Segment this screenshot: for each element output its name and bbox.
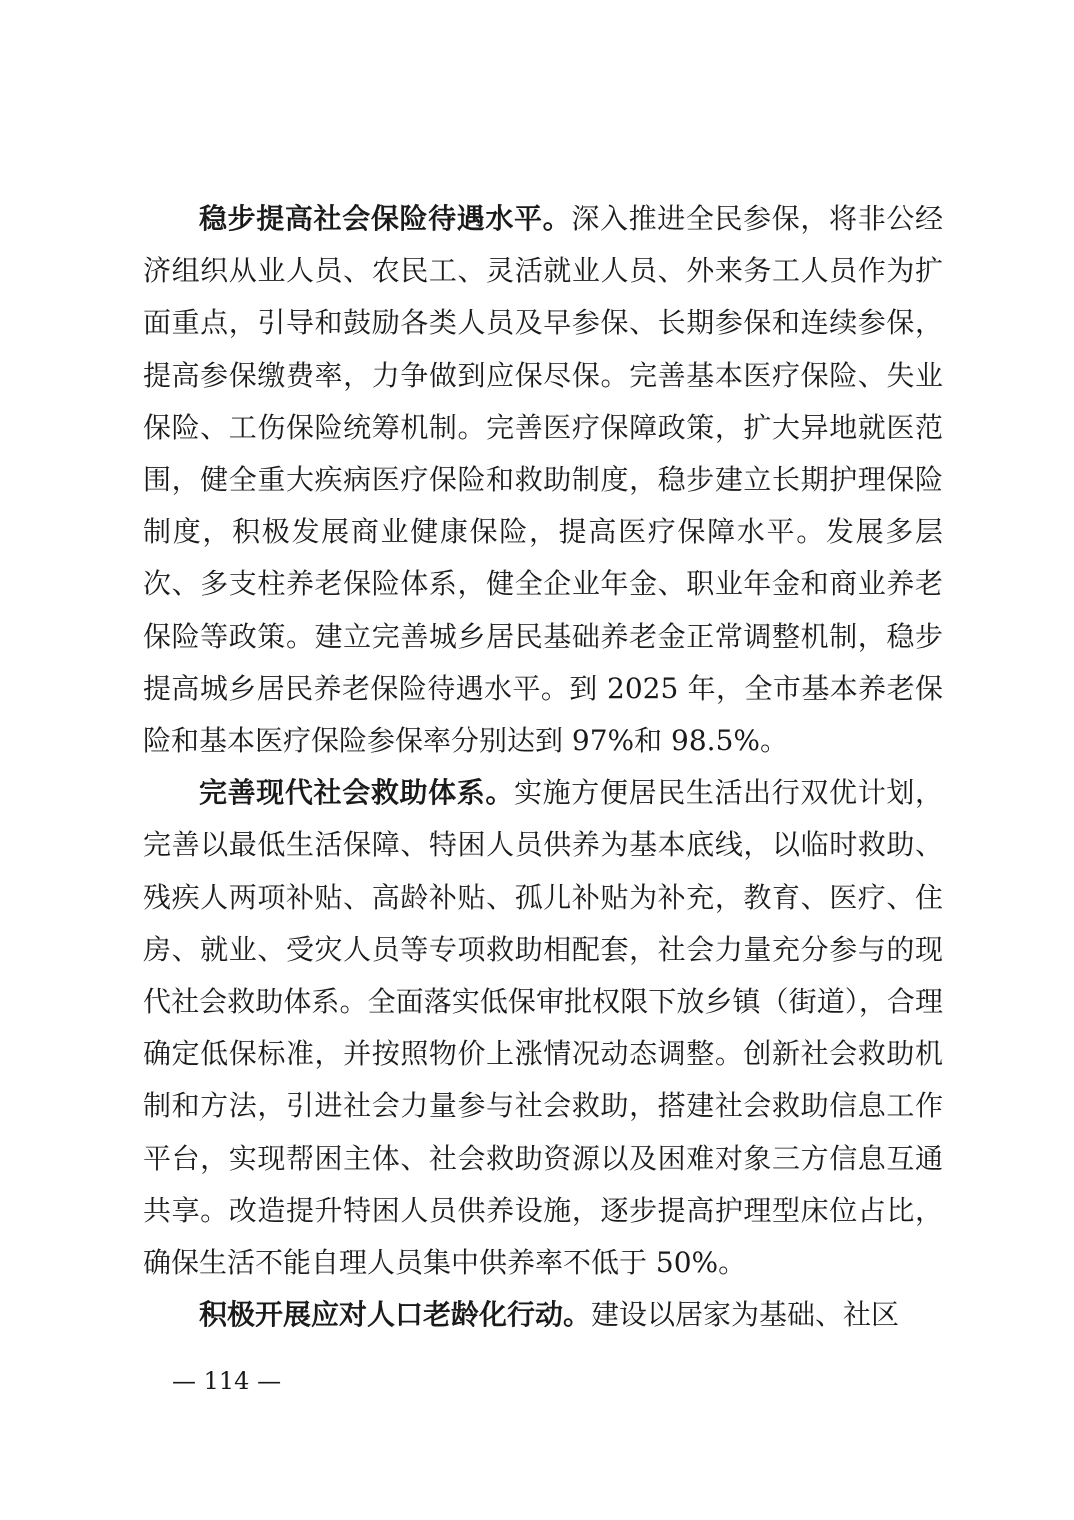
body-text: [143, 193, 943, 1341]
paragraph-social-assistance: [143, 767, 943, 1289]
page-number: — 114 —: [172, 1367, 282, 1395]
paragraph-social-insurance: [143, 193, 943, 767]
paragraph-heading: 完善现代社会救助体系。: [199, 776, 515, 810]
paragraph-heading: 积极开展应对人口老龄化行动。: [199, 1298, 592, 1332]
paragraph-heading: 稳步提高社会保险待遇水平。: [199, 202, 572, 235]
paragraph-text: 实施方便居民生活出行双优计划，完善以最低生活保障、特困人员供养为基本底线，以临时救助、残疾人两项补贴、高龄补贴、孤儿补贴为补充，教育、医疗、住房、就业、受灾人员等专项救助相配套，社会力量充分参与的现代社会救助体系。全面落实低保审批权限下放乡镇（街道），合理确定低保标准，并按照物价上涨情况动态调整。创新社会救助机制和方法，引进社会力量参与社会救助，搭建社会救助信息工作平台，实现帮困主体、社会救助资源以及困难对象三方信息互通共享。改造提升特困人员供养设施，逐步提高护理型床位占比，确保生活不能自理人员集中供养率不低于 50%。: [143, 776, 943, 1280]
paragraph-aging-response: [143, 1289, 943, 1341]
paragraph-text: 深入推进全民参保，将非公经济组织从业人员、农民工、灵活就业人员、外来务工人员作为扩面重点，引导和鼓励各类人员及早参保、长期参保和连续参保，提高参保缴费率，力争做到应保尽保。完善基本医疗保险、失业保险、工伤保险统筹机制。完善医疗保障政策，扩大异地就医范围，健全重大疾病医疗保险和救助制度，稳步建立长期护理保险制度，积极发展商业健康保险，提高医疗保障水平。发展多层次、多支柱养老保险体系，健全企业年金、职业年金和商业养老保险等政策。建立完善城乡居民基础养老金正常调整机制，稳步提高城乡居民养老保险待遇水平。到 2025 年，全市基本养老保险和基本医疗保险参保率分别达到 97%和 98.5%。: [143, 202, 943, 758]
paragraph-text: 建设以居家为基础、社区: [591, 1298, 900, 1332]
